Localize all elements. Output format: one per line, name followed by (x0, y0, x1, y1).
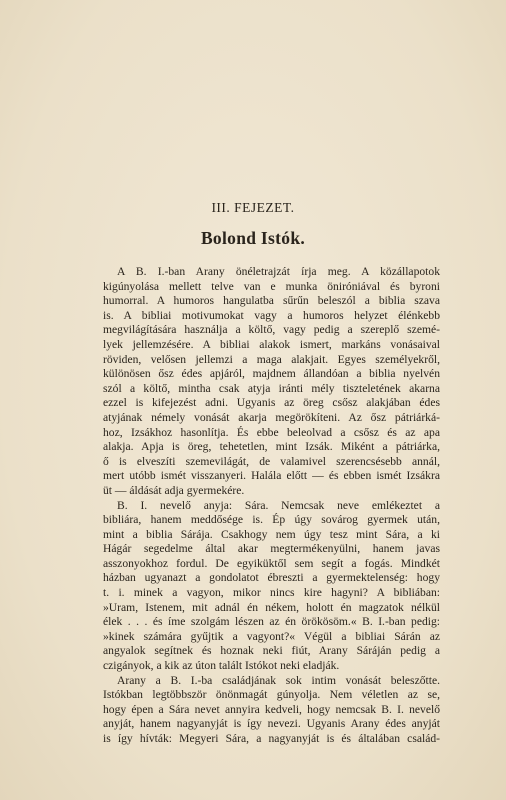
text-line: humorral. A humoros hangulatba sűrűn beleszól a biblia szava (103, 294, 440, 308)
body-text (88, 265, 440, 747)
text-line: is. A bibliai motivumokat vagy a humoros helyzet élénkebb (103, 308, 440, 322)
text-line: alakja. Apja is öreg, tehetetlen, mint Izsák. Miként a pátriárka, (103, 440, 440, 454)
text-line: kigúnyolása mellett telve van e munka öniróniával és byroni (103, 279, 440, 293)
text-line: hogy épen a Sára nevet annyira kedveli, hogy nemcsak B. I. nevelő (103, 702, 440, 716)
chapter-title: Bolond Istók. (200, 228, 306, 248)
text-line: Arany a B. I.-ba családjának sok intim vonását beleszőtte. (117, 673, 440, 687)
text-line: röviden, velősen jellemzi a maga alakjait. Egyes személyekről, (103, 352, 440, 366)
text-line: czigányok, a kik az úton talált Istókot neki eladják. (103, 659, 340, 673)
chapter-heading: III. FEJEZET. (211, 200, 295, 215)
text-line: Istókban legtöbbször önönmagát gúnyolja. Nem véletlen az se, (103, 688, 440, 702)
text-line: anyját, hanem nagyanyját is így nevezi. Ugyanis Arany édes anyját (103, 717, 440, 731)
text-line: atyjának némely vonását akarja megörökíteni. Az ősz pátriárká- (103, 410, 440, 424)
text-line: lyek jellemzésére. A bibliai alakok ismert, markáns vonásaival (103, 337, 440, 351)
text-line: hoz, Izsákhoz hasonlítja. És ebbe beleolvad a csősz és az apa (103, 425, 440, 439)
text-line: bibliára, hanem meddősége is. Ép úgy sovárog gyermek után, (103, 513, 440, 527)
text-line: üt — áldását adja gyermekére. (103, 483, 245, 497)
paragraph (88, 265, 440, 499)
text-line: szól a költő, mintha csak atyja iránti mély tiszteletének akarna (103, 381, 440, 395)
text-line: »kinek számára gyűjtik a vagyont?« Végül a bibliai Sárán az (103, 629, 440, 643)
text-line: megvilágítására használja a költő, vagy pedig a szereplő szemé- (103, 323, 440, 337)
text-line: A B. I.-ban Arany önéletrajzát írja meg. A közállapotok (117, 265, 440, 278)
text-line: élek . . . és íme szolgám lészen az én örökösöm.« B. I.-ban pedig: (103, 615, 440, 629)
text-line: t. i. minek a vagyon, mikor nincs kire hagyni? A bibliában: (103, 586, 440, 600)
text-line: ő is elveszíti szemevilágát, de valamivel szerencsésebb annál, (103, 454, 440, 468)
text-line: házban ugyanazt a gondolatot ébreszti a gyermektelenség: hogy (103, 571, 440, 585)
text-line: is így hívták: Megyeri Sára, a nagyanyját is és általában család- (103, 732, 440, 745)
text-line: »Uram, Istenem, mit adnál én nékem, holott én magzatok nélkül (103, 600, 440, 614)
text-line: mert utóbb ismét visszanyeri. Halála előtt — és ebben ismét Izsákra (103, 469, 440, 483)
paragraph (88, 499, 440, 674)
text-line: B. I. nevelő anyja: Sára. Nemcsak neve emlékeztet a (117, 498, 440, 512)
text-line: mint a biblia Sárája. Csakhogy nem úgy tesz mint Sára, a ki (103, 527, 440, 541)
text-line: angyalok segítnek és hoznak neki fiút, Arany Sáráján pedig a (103, 644, 440, 658)
text-line: különösen ősz édes apjáról, majdnem állandóan a biblia nyelvén (103, 367, 440, 381)
text-line: ezzel is kifejezést adni. Ugyanis az öreg csősz alakjában édes (103, 396, 440, 410)
text-line: Hágár segedelme által akar megtermékenyülni, hanem javas (103, 542, 440, 556)
paragraph (88, 674, 440, 747)
text-line: asszonyokhoz fordul. De egyiküktől sem segít a fogás. Mindkét (103, 556, 440, 570)
